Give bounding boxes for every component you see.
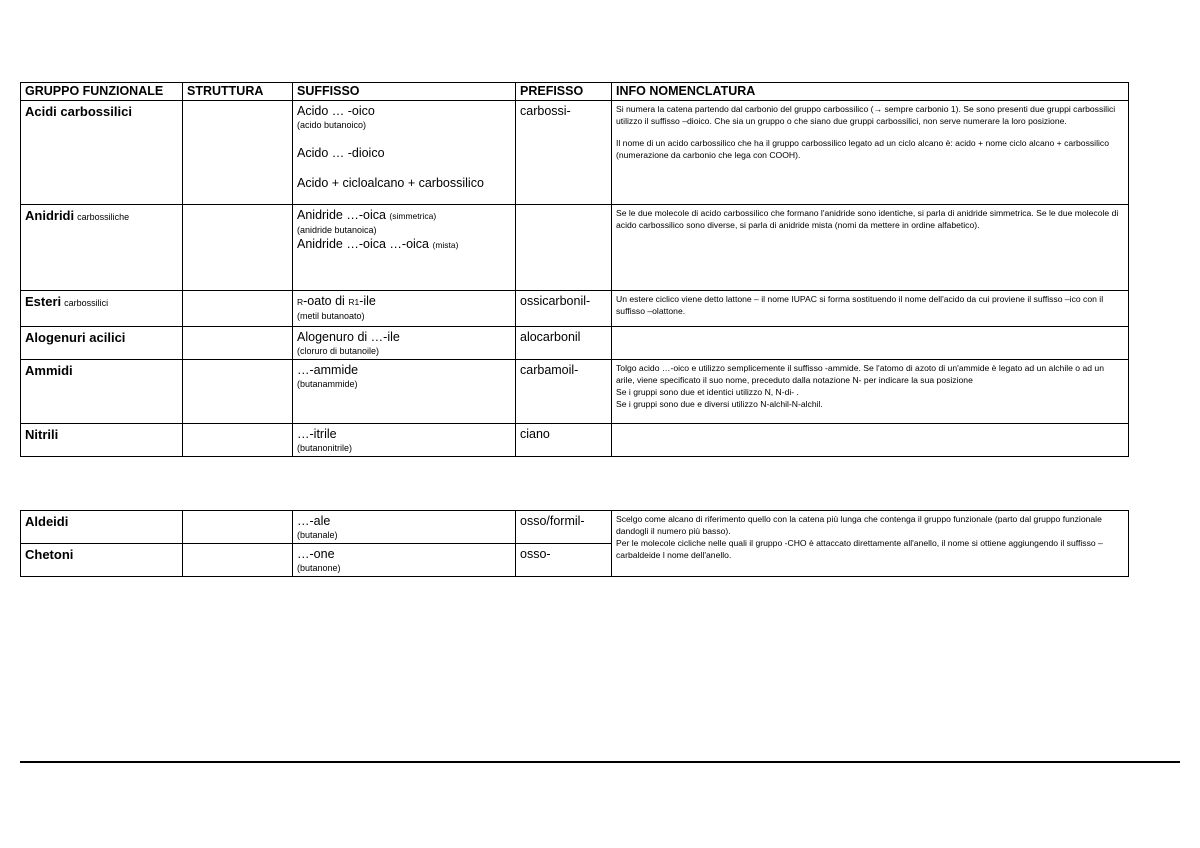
suffix-example: (butanone) bbox=[297, 563, 341, 573]
group-name-sub: carbossilici bbox=[64, 298, 109, 308]
suffix-line: Anidride …-oica …-oica bbox=[297, 237, 429, 251]
suffix-example: (butanale) bbox=[297, 530, 338, 540]
functional-groups-table bbox=[20, 82, 1129, 457]
group-name-cell bbox=[21, 101, 183, 205]
prefix-cell bbox=[516, 327, 612, 360]
structure-cell bbox=[183, 511, 293, 544]
group-name: Anidridi bbox=[25, 208, 75, 223]
suffix-line: Anidride …-oica bbox=[297, 208, 386, 222]
info-cell bbox=[612, 424, 1129, 457]
info-cell bbox=[612, 291, 1129, 327]
structure-cell bbox=[183, 205, 293, 291]
prefix-cell bbox=[516, 101, 612, 205]
suffix-line: Acido … -dioico bbox=[297, 146, 385, 160]
info-paragraph: Si numera la catena partendo dal carbonio del gruppo carbossilico (→ sempre carbonio 1). Se sono presenti due gruppi carbossilici utilizzo il suffisso –dioico. Che sia un gruppo o che siano due gruppi carbossilici, non serve numerare la loro posizione. bbox=[616, 104, 1116, 126]
group-name-cell bbox=[21, 327, 183, 360]
group-name-cell bbox=[21, 360, 183, 424]
group-name: Esteri bbox=[25, 294, 62, 309]
table-row bbox=[21, 327, 1129, 360]
table-row bbox=[21, 101, 1129, 205]
prefix-text: carbamoil- bbox=[520, 363, 579, 377]
structure-cell bbox=[183, 544, 293, 577]
group-name: Ammidi bbox=[25, 363, 73, 378]
info-paragraph: Scelgo come alcano di riferimento quello con la catena più lunga che contenga il gruppo funzionale (parto dal gruppo funzionale dandogli il numero più basso). bbox=[616, 514, 1102, 536]
suffix-line: …-one bbox=[297, 547, 335, 561]
info-paragraph: Se i gruppi sono due e diversi utilizzo N-alchil-N-alchil. bbox=[616, 399, 823, 409]
table-row bbox=[21, 360, 1129, 424]
prefix-cell bbox=[516, 205, 612, 291]
table-row bbox=[21, 511, 1129, 544]
page-bottom-rule bbox=[20, 761, 1180, 763]
suffix-r: R bbox=[297, 297, 304, 307]
group-name: Alogenuri acilici bbox=[25, 330, 126, 345]
suffix-r1: R1 bbox=[348, 297, 360, 307]
suffix-example: (butanammide) bbox=[297, 379, 358, 389]
prefix-text: ossicarbonil- bbox=[520, 294, 591, 308]
info-cell bbox=[612, 101, 1129, 205]
prefix-text: ciano bbox=[520, 427, 550, 441]
prefix-cell bbox=[516, 511, 612, 544]
group-name: Aldeidi bbox=[25, 514, 69, 529]
suffix-line: Acido … -oico bbox=[297, 104, 375, 118]
header-structure: STRUTTURA bbox=[183, 83, 293, 101]
prefix-text: osso/formil- bbox=[520, 514, 585, 528]
suffix-note: (simmetrica) bbox=[389, 211, 437, 221]
info-paragraph: Se i gruppi sono due et identici utilizzo N, N-di- . bbox=[616, 387, 799, 397]
group-name-cell bbox=[21, 205, 183, 291]
suffix-cell bbox=[293, 360, 516, 424]
carbonyl-table bbox=[20, 510, 1129, 577]
group-name-cell bbox=[21, 291, 183, 327]
table-row bbox=[21, 291, 1129, 327]
suffix-cell bbox=[293, 544, 516, 577]
suffix-line: …-ale bbox=[297, 514, 331, 528]
table-row bbox=[21, 205, 1129, 291]
structure-cell bbox=[183, 291, 293, 327]
header-info: INFO NOMENCLATURA bbox=[612, 83, 1129, 101]
prefix-cell bbox=[516, 424, 612, 457]
suffix-line: …-ammide bbox=[297, 363, 359, 377]
structure-cell bbox=[183, 424, 293, 457]
group-name-cell bbox=[21, 544, 183, 577]
suffix-part: -oato di bbox=[303, 294, 349, 308]
prefix-text: alocarbonil bbox=[520, 330, 581, 344]
suffix-example: (acido butanoico) bbox=[297, 120, 367, 130]
suffix-line: …-itrile bbox=[297, 427, 337, 441]
suffix-part: -ile bbox=[359, 294, 376, 308]
prefix-cell bbox=[516, 360, 612, 424]
prefix-cell bbox=[516, 291, 612, 327]
info-paragraph: Un estere ciclico viene detto lattone – il nome IUPAC si forma sostituendo il nome dell'acido da cui proviene il suffisso –ico con il suffisso –olattone. bbox=[616, 294, 1104, 316]
suffix-line: Alogenuro di …-ile bbox=[297, 330, 400, 344]
info-paragraph: Tolgo acido …-oico e utilizzo semplicemente il suffisso -ammide. Se l'atomo di azoto di un'ammide è legato ad un alchile o ad un arile, viene specificato il suo nome, preceduto dalla notazione N- per indicare la sua posizione bbox=[616, 363, 1104, 385]
suffix-note: (mista) bbox=[432, 240, 459, 250]
table-row bbox=[21, 424, 1129, 457]
info-cell bbox=[612, 327, 1129, 360]
info-cell bbox=[612, 511, 1129, 577]
header-prefix: PREFISSO bbox=[516, 83, 612, 101]
suffix-example: (metil butanoato) bbox=[297, 311, 365, 321]
suffix-cell bbox=[293, 424, 516, 457]
group-name-cell bbox=[21, 511, 183, 544]
header-group: GRUPPO FUNZIONALE bbox=[21, 83, 183, 101]
suffix-cell bbox=[293, 291, 516, 327]
info-cell bbox=[612, 205, 1129, 291]
group-name: Chetoni bbox=[25, 547, 74, 562]
suffix-cell bbox=[293, 205, 516, 291]
group-name: Acidi carbossilici bbox=[25, 104, 132, 119]
suffix-example: (anidride butanoica) bbox=[297, 225, 377, 235]
suffix-example: (cloruro di butanoile) bbox=[297, 346, 380, 356]
info-paragraph: Se le due molecole di acido carbossilico che formano l'anidride sono identiche, si parla di anidride simmetrica. Se le due molecole di acido carbossilico sono diverse, si parla di anidride mista (nomi da mettere in ordine alfabetico). bbox=[616, 208, 1119, 230]
info-cell bbox=[612, 360, 1129, 424]
suffix-cell bbox=[293, 101, 516, 205]
structure-cell bbox=[183, 360, 293, 424]
group-name: Nitrili bbox=[25, 427, 59, 442]
prefix-cell bbox=[516, 544, 612, 577]
prefix-text: osso- bbox=[520, 547, 551, 561]
suffix-line: Acido + cicloalcano + carbossilico bbox=[297, 176, 484, 190]
group-name-cell bbox=[21, 424, 183, 457]
header-suffix: SUFFISSO bbox=[293, 83, 516, 101]
info-paragraph: Il nome di un acido carbossilico che ha il gruppo carbossilico legato ad un ciclo alcano è: acido + nome ciclo alcano + carbossilico (numerazione da carbonio che lega con COOH). bbox=[616, 138, 1109, 160]
suffix-example: (butanonitrile) bbox=[297, 443, 353, 453]
structure-cell bbox=[183, 327, 293, 360]
prefix-text: carbossi- bbox=[520, 104, 571, 118]
structure-cell bbox=[183, 101, 293, 205]
suffix-cell bbox=[293, 511, 516, 544]
group-name-sub: carbossiliche bbox=[77, 212, 130, 222]
table-header-row bbox=[21, 83, 1129, 101]
info-paragraph: Per le molecole cicliche nelle quali il gruppo -CHO è attaccato direttamente all'anello, il nome si ottiene aggiungendo il suffisso –carbaldeide l nome dell'anello. bbox=[616, 538, 1103, 560]
suffix-cell bbox=[293, 327, 516, 360]
